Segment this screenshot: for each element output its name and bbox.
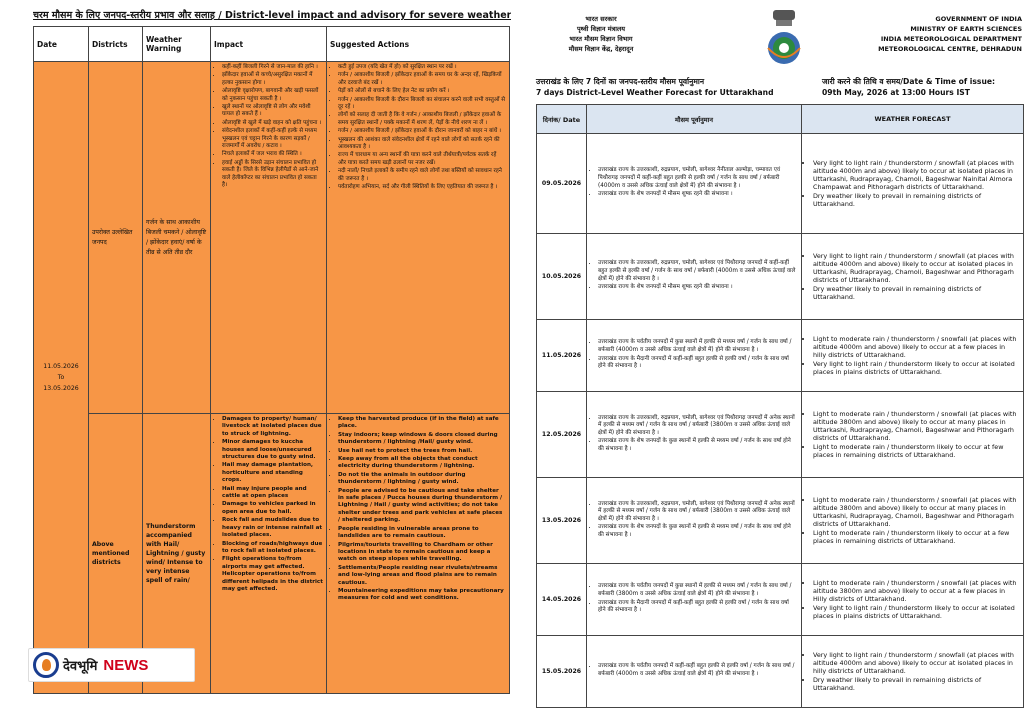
letterhead-english-line: GOVERNMENT OF INDIA: [935, 15, 1022, 23]
forecast-hindi-cell: [587, 392, 802, 478]
forecast-english-cell: [802, 564, 1024, 636]
impact-item: • हवाई अड्डों के सिरसे उड़ान संचालन प्रभावित हो सकती है। जिले के विभिन्न हेलीपैडों से आने-जाने वाले हेलीकॉप्टर का संचालन प्रभावित हो सकता है।: [222, 160, 323, 190]
devbhoomi-news-logo: [28, 648, 195, 682]
forecast-hindi-item: • उत्तराखंड राज्य के पर्वतीय जनपदों में कुछ स्थानों में हल्की से मध्यम वर्षा / गर्जन के साथ वर्षा / बर्फबारी (4000m व उससे अधिक ऊंचाई वाले क्षेत्रों में) होने की संभावना है ।: [598, 339, 798, 354]
date-to: 13.05.2026: [43, 385, 79, 392]
forecast-hindi-cell: [587, 478, 802, 564]
forecast-date: 10.05.2026: [537, 234, 587, 320]
impact-item: • Damages to property/ human/ livestock at isolated places due to struck of lightning.: [222, 416, 323, 438]
letterhead-english-line: INDIA METEOROLOGICAL DEPARTMENT: [880, 35, 1022, 43]
letterhead-hindi-line: भारत सरकार: [585, 15, 617, 23]
forecast-hindi-cell: [587, 320, 802, 392]
impact-item: • ओलावृष्टि वृक्षारोपण, बागवानी और खड़ी फसलों को नुकसान पहुंचा सकती है ।: [222, 88, 323, 103]
impact-item: • Hail may injure people and cattle at open places: [222, 486, 323, 501]
forecast-title-block: [536, 76, 1024, 100]
forecast-hindi-item: • उत्तराखंड राज्य के मैदानी जनपदों में कहीं-कहीं बहुत हल्की से हल्की वर्षा / गर्जन के साथ वर्षा होने की संभावना है ।: [598, 356, 798, 371]
action-item: • Mountaineering expeditions may take precautionary measures for cold and wet conditions.: [338, 588, 506, 603]
districts-hindi: उपरोक्त उल्लेखित जनपद: [89, 62, 143, 414]
national-emblem-icon: [764, 8, 804, 70]
logo-emblem-icon: [33, 652, 59, 678]
date-range-cell: [34, 62, 89, 694]
forecast-date: 14.05.2026: [537, 564, 587, 636]
impact-item: • झोंकेदार हवाओं से कच्चे/असुरक्षित मकानों में हल्का नुकसान होगा ।: [222, 72, 323, 87]
forecast-english-cell: [802, 392, 1024, 478]
forecast-hindi-item: • उत्तराखंड राज्य के पर्वतीय जनपदों में कुछ स्थानों में हल्की से मध्यम वर्षा / गर्जन के साथ वर्षा / बर्फबारी (3800m व उससे अधिक ऊंचाई वाले क्षेत्रों में) होने की संभावना है ।: [598, 583, 798, 598]
forecast-letterhead: [536, 6, 1024, 76]
forecast-date: 09.05.2026: [537, 134, 587, 234]
letterhead-hindi: [556, 14, 646, 54]
advisory-title: चरम मौसम के लिए जनपद-स्तरीय प्रभाव और सलाह / District-level impact and advisory for severe weather: [33, 10, 511, 21]
header-date: Date: [34, 27, 89, 62]
forecast-english-item: • Very light to light rain / thunderstorm / snowfall (at places with altitude 4000m and above) likely to occur at isolated places in Uttarkashi, Rudraprayag, Chamoli, Bageshwar Nainital Almora Champawat and Pithoragarh districts of Uttarakhand.: [813, 159, 1020, 191]
forecast-english-item: • Very light to light rain / thunderstorm likely to occur at isolated places in plains districts of Uttarakhand.: [813, 360, 1020, 376]
forecast-english-item: • Light to moderate rain / thunderstorm / snowfall (at places with altitude 3800m and above) likely to occur at many places in Uttarkashi, Rudraprayag, Chamoli, Bageshwar and Pithoragarh districts of Uttarakhand.: [813, 410, 1020, 442]
issue-value: 09th May, 2026 at 13:00 Hours IST: [822, 88, 970, 97]
forecast-hindi-item: • उत्तराखंड राज्य के शेष जनपदों के कुछ स्थानों में हल्की से मध्यम वर्षा / गर्जन के साथ वर्षा होने की संभावना है ।: [598, 438, 798, 453]
forecast-date: 13.05.2026: [537, 478, 587, 564]
forecast-english-cell: [802, 636, 1024, 708]
forecast-title-english: 7 days District-Level Weather Forecast for Uttarakhand: [536, 88, 774, 97]
impact-hindi: [211, 62, 327, 414]
forecast-english-cell: [802, 134, 1024, 234]
impact-item: • Blocking of roads/highways due to rock fall at isolated places.: [222, 541, 323, 556]
forecast-date: 12.05.2026: [537, 392, 587, 478]
forecast-hindi-item: • उत्तराखंड राज्य के शेष जनपदों में मौसम शुष्क रहने की संभावना ।: [598, 284, 798, 292]
impact-item: • संवेदनशील इलाकों में कहीं-कहीं हल्के से मध्यम भूस्खलन एवं चट्टान गिरने के कारण सड़कों / राजमार्गों में अवरोध / कटाव ।: [222, 128, 323, 150]
forecast-row: [537, 564, 1024, 636]
forecast-title-hindi: उत्तराखंड के लिए 7 दिनों का जनपद-स्तरीय मौसम पूर्वानुमान: [536, 77, 705, 86]
action-item: • राज्य में चारधाम या अन्य स्थानों की यात्रा करने वाले तीर्थयात्री/पर्यटक सतर्क रहें और यात्रा करते समय खड़ी ढलानों पर नजर रखें।: [338, 152, 506, 167]
impact-item: • निचले इलाकों में जल भराव की स्थिति ।: [222, 151, 323, 158]
forecast-english-item: • Light to moderate rain / thunderstorm / snowfall (at places with altitude 3800m and above) likely to occur at many places in Uttarkashi, Rudraprayag, Chamoli, Bageshwar and Pithoragarh districts of Uttarakhand.: [813, 496, 1020, 528]
impact-item: • Hail may damage plantation, horticulture and standing crops.: [222, 462, 323, 484]
action-item: • Stay indoors; keep windows & doors closed during thunderstorm / lightning /Hail/ gusty wind.: [338, 432, 506, 447]
action-item: • Pilgrims/tourists travelling to Chardham or other locations in state to remain cautious and keep a watch on steep slopes while travelling.: [338, 542, 506, 564]
action-item: • पेड़ों को ओलों से बचाने के लिए हेल नेट का प्रयोग करें ।: [338, 88, 506, 95]
forecast-english-item: • Very light to light rain / thunderstorm / snowfall (at places with altitude 4000m and above) likely to occur at isolated places in Uttarkashi, Rudraprayag, Chamoli, Bageshwar and Pithoragarh districts of Uttarakhand.: [813, 252, 1020, 284]
logo-text-english: NEWS: [103, 656, 149, 674]
action-item: • गर्जन / आकाशीय बिजली / झोंकेदार हवाओं के समय घर के अन्दर रहें, खिड़कियों और दरवाजे बंद रखें ।: [338, 72, 506, 87]
districts-english: Above mentioned districts: [89, 414, 143, 694]
advisory-row-hindi: [34, 62, 510, 414]
date-to-word: To: [57, 374, 65, 381]
forecast-hindi-cell: [587, 636, 802, 708]
action-item: • कटी हुई उपज (यदि खेत में हो) को सुरक्षित स्थान पर रखें ।: [338, 64, 506, 71]
action-item: • Keep the harvested produce (if in the field) at safe place.: [338, 416, 506, 431]
header-warning: Weather Warning: [143, 27, 211, 62]
forecast-row: [537, 478, 1024, 564]
impact-item: • ओलावृष्टि से खुले में खड़े वाहन को क्षति पहुंचना ।: [222, 120, 323, 127]
header-actions: Suggested Actions: [327, 27, 510, 62]
forecast-row: [537, 134, 1024, 234]
header-forecast-english: WEATHER FORECAST: [802, 105, 1024, 134]
forecast-english-item: • Very light to light rain / thunderstorm / snowfall (at places with altitude 4000m and above) likely to occur at isolated places in hilly districts of Uttarakhand.: [813, 651, 1020, 675]
impact-english: [211, 414, 327, 694]
letterhead-hindi-line: पृथ्वी विज्ञान मंत्रालय: [576, 25, 626, 33]
forecast-english-cell: [802, 320, 1024, 392]
action-item: • गर्जन / आकाशीय बिजली / झोंकेदार हवाओं के दौरान जानवरों को बाहर न बांधें ।: [338, 128, 506, 135]
action-item: • पर्वतारोहण अभियान, सर्द और गीली स्थितियों के लिए एहतियात की जरूरत है ।: [338, 184, 506, 191]
forecast-english-item: • Light to moderate rain / thunderstorm likely to occur at a few places in remaining districts of Uttarakhand.: [813, 529, 1020, 545]
forecast-hindi-cell: [587, 234, 802, 320]
action-item: • लोगों को सलाह दी जाती है कि वे गर्जन / आकाशीय बिजली / झोंकेदार हवाओं के समय सुरक्षित स्थानों / पक्के मकानों में शरण लें, पेड़ों के नीचे शरण ना लें ।: [338, 112, 506, 127]
forecast-english-item: • Light to moderate rain / thunderstorm / snowfall (at places with altitude 3800m and above) likely to occur at a few places in Hilly districts of Uttarakhand.: [813, 579, 1020, 603]
forecast-row: [537, 636, 1024, 708]
forecast-table: [536, 104, 1024, 708]
issue-label: जारी करने की तिथि व समय/Date & Time of issue:: [822, 77, 996, 86]
forecast-hindi-item: • उत्तराखंड राज्य के पर्वतीय जनपदों में कहीं-कहीं बहुत हल्की से हल्की वर्षा / गर्जन के साथ वर्षा / बर्फबारी (4000m व उससे अधिक ऊंचाई वाले क्षेत्रों में) होने की संभावना है ।: [598, 663, 798, 678]
action-item: • Keep away from all the objects that conduct electricity during thunderstorm / lightning.: [338, 456, 506, 471]
forecast-english-item: • Very light to light rain / thunderstorm likely to occur at isolated places in plains districts of Uttarakhand.: [813, 604, 1020, 620]
forecast-date: 15.05.2026: [537, 636, 587, 708]
action-item: • Do not tie the animals in outdoor during thunderstorm / lightning / gusty wind.: [338, 472, 506, 487]
action-item: • नदी नालों/ निचले इलाकों के समीप रहने वाले लोगों तथा बस्तियों को सावधान रहने की जरूरत है ।: [338, 168, 506, 183]
forecast-english-item: • Dry weather likely to prevail in remaining districts of Uttarakhand.: [813, 676, 1020, 692]
letterhead-english-line: METEOROLOGICAL CENTRE, DEHRADUN: [878, 45, 1022, 53]
action-item: • People residing in vulnerable areas prone to landslides are to remain cautious.: [338, 526, 506, 541]
forecast-hindi-cell: [587, 564, 802, 636]
impact-item: • Minor damages to kuccha houses and loose/unsecured structures due to gusty wind.: [222, 439, 323, 461]
forecast-hindi-item: • उत्तराखंड राज्य के उत्तरकाशी, रुद्रप्रयाग, चमोली, बागेश्वर एवं पिथौरागढ़ जनपदों में अनेक स्थानों में हल्की से मध्यम वर्षा / गर्जन के साथ वर्षा / बर्फबारी (3800m व उससे अधिक ऊंचाई वाले क्षेत्रों में) होने की संभावना है ।: [598, 415, 798, 438]
forecast-title: [536, 76, 821, 98]
header-districts: Districts: [89, 27, 143, 62]
actions-hindi: [327, 62, 510, 414]
date-from: 11.05.2026: [43, 363, 79, 370]
advisory-table: [33, 26, 510, 694]
forecast-english-item: • Dry weather likely to prevail in remaining districts of Uttarakhand.: [813, 192, 1020, 208]
action-item: • भूस्खलन की आशंका वाले संवेदनशील क्षेत्रों में रहने वाले लोगों को सतर्क रहने की आवश्यकता है ।: [338, 137, 506, 152]
action-item: • People are advised to be cautious and take shelter in safe places / Pucca houses during thunderstorm / Lightning / Hail / gusty wind activities; do not take shelter under trees and park vehicles at safe places / sheltered parking.: [338, 488, 506, 525]
issue-datetime: [822, 76, 1022, 98]
forecast-hindi-item: • उत्तराखंड राज्य के उत्तरकाशी, रुद्रप्रयाग, चमोली, बागेश्वर एवं पिथौरागढ़ जनपदों में कहीं-कहीं बहुत हल्की से हल्की वर्षा / गर्जन के साथ वर्षा / बर्फबारी (4000m व उससे अधिक ऊंचाई वाले क्षेत्रों में) होने की संभावना है ।: [598, 260, 798, 283]
impact-item: • कहीं-कहीं बिजली गिरने से जान-माल की हानि ।: [222, 64, 323, 71]
forecast-row: [537, 320, 1024, 392]
forecast-date: 11.05.2026: [537, 320, 587, 392]
header-forecast-hindi: मौसम पूर्वानुमान: [587, 105, 802, 134]
letterhead-hindi-line: मौसम विज्ञान केंद्र, देहरादून: [568, 45, 634, 53]
action-item: • Use hail net to protect the trees from hail.: [338, 448, 506, 455]
forecast-hindi-cell: [587, 134, 802, 234]
forecast-english-cell: [802, 478, 1024, 564]
action-item: • Settlements/People residing near rivulets/streams and low-lying areas and flood plains are to remain cautious.: [338, 565, 506, 587]
forecast-english-item: • Light to moderate rain / thunderstorm / snowfall (at places with altitude 4000m and above) likely to occur at a few places in hilly districts of Uttarakhand.: [813, 335, 1020, 359]
warning-hindi: गर्जन के साथ आकाशीय बिजली चमकने / ओलावृष्टि / झोंकेदार हवाएं/ वर्षा के तीव्र से अति तीव्र दौर: [143, 62, 211, 414]
forecast-header-row: [537, 105, 1024, 134]
action-item: • गर्जन / आकाशीय बिजली के दौरान बिजली का संचालन करने वाली सभी वस्तुओं से दूर रहें ।: [338, 97, 506, 112]
forecast-hindi-item: • उत्तराखंड राज्य के उत्तरकाशी, रुद्रप्रयाग, चमोली, बागेश्वर एवं पिथौरागढ़ जनपदों में अनेक स्थानों में हल्की से मध्यम वर्षा / गर्जन के साथ वर्षा / बर्फबारी (3800m व उससे अधिक ऊंचाई वाले क्षेत्रों में) होने की संभावना है ।: [598, 501, 798, 524]
forecast-english-cell: [802, 234, 1024, 320]
impact-item: • खुले स्थानों पर ओलावृष्टि से लोग और मवेशी घायल हो सकते हैं ।: [222, 104, 323, 119]
advisory-document: [33, 6, 511, 716]
letterhead-english: [852, 14, 1022, 54]
forecast-hindi-item: • उत्तराखंड राज्य के शेष जनपदों में मौसम शुष्क रहने की संभावना ।: [598, 191, 798, 199]
forecast-english-item: • Dry weather likely to prevail in remaining districts of Uttarakhand.: [813, 285, 1020, 301]
forecast-english-item: • Light to moderate rain / thunderstorm likely to occur at few places in remaining districts of Uttarakhand.: [813, 443, 1020, 459]
advisory-header-row: [34, 27, 510, 62]
forecast-hindi-item: • उत्तराखंड राज्य के उत्तरकाशी, रुद्रप्रयाग, चमोली, बागेश्वर नैनीताल अल्मोड़ा, चम्पावत एवं पिथौरागढ़ जनपदों में कहीं-कहीं बहुत हल्की से हल्की वर्षा / गर्जन के साथ वर्षा / बर्फबारी (4000m व उससे अधिक ऊंचाई वाले क्षेत्रों में) होने की संभावना है ।: [598, 167, 798, 190]
header-impact: Impact: [211, 27, 327, 62]
forecast-hindi-item: • उत्तराखंड राज्य के मैदानी जनपदों में कहीं-कहीं बहुत हल्की से हल्की वर्षा / गर्जन के साथ वर्षा होने की संभावना है ।: [598, 600, 798, 615]
letterhead-english-line: MINISTRY OF EARTH SCIENCES: [910, 25, 1022, 33]
warning-english: Thunderstorm accompanied with Hail/ Lightning / gusty wind/ Intense to very intense spell of rain/: [143, 414, 211, 694]
impact-item: • Flight operations to/from airports may get affected. Helicopter operations to/from different helipads in the district may get affected.: [222, 556, 323, 593]
impact-item: • Damage to vehicles parked in open area due to hail.: [222, 501, 323, 516]
forecast-row: [537, 234, 1024, 320]
impact-item: • Rock fall and mudslides due to heavy rain or intense rainfall at isolated places.: [222, 517, 323, 539]
forecast-hindi-item: • उत्तराखंड राज्य के शेष जनपदों के कुछ स्थानों में हल्की से मध्यम वर्षा / गर्जन के साथ वर्षा होने की संभावना है ।: [598, 524, 798, 539]
logo-text-hindi: देवभूमि: [63, 659, 98, 674]
header-date: दिनांक/ Date: [537, 105, 587, 134]
forecast-row: [537, 392, 1024, 478]
letterhead-hindi-line: भारत मौसम विज्ञान विभाग: [569, 35, 633, 43]
actions-english: [327, 414, 510, 694]
forecast-document: [536, 6, 1024, 716]
